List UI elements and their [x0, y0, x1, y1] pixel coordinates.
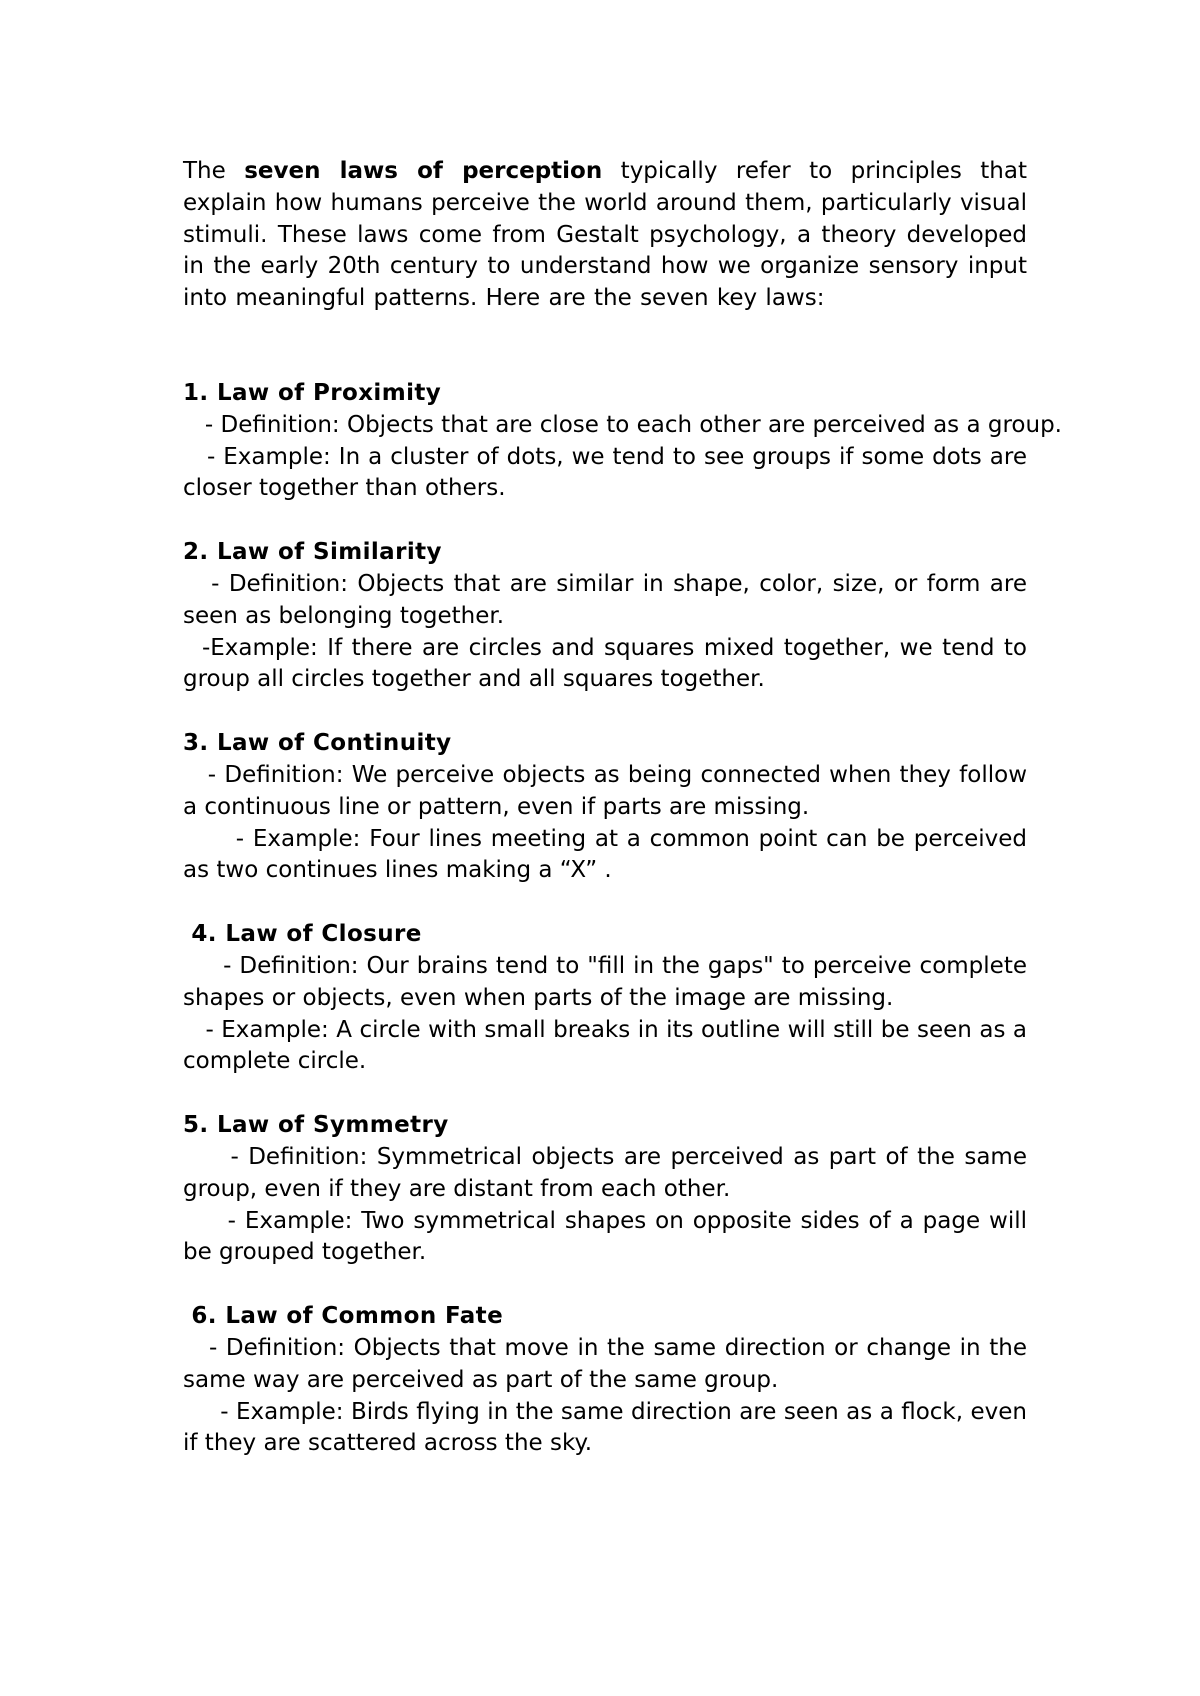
law-definition-text: - Definition: We perceive objects as being connected when they follow a continuous line or pattern, even if parts are missing.	[183, 761, 1035, 820]
law-section-4	[183, 919, 1035, 1078]
law-example	[183, 442, 1035, 506]
law-definition	[183, 1333, 1035, 1397]
law-section-5	[183, 1110, 1035, 1269]
law-section-3	[183, 728, 1035, 887]
law-example	[183, 1015, 1035, 1079]
law-definition-text: - Definition: Objects that are close to each other are perceived as a group.	[183, 411, 1062, 438]
law-definition-text: - Definition: Objects that are similar in shape, color, size, or form are seen as belonging together.	[183, 570, 1035, 629]
intro-suffix: typically refer to principles that explain how humans perceive the world around them, particularly visual stimuli. These laws come from Gestalt psychology, a theory developed in the early 20th century to understand how we organize sensory input into meaningful patterns. Here are the seven key laws:	[183, 158, 1028, 312]
law-example-text: - Example: Two symmetrical shapes on opposite sides of a page will be grouped together.	[183, 1207, 1035, 1266]
law-definition	[183, 410, 1062, 442]
law-example	[183, 1397, 1035, 1461]
law-heading: 2. Law of Similarity	[183, 539, 442, 566]
law-heading: 4. Law of Closure	[183, 921, 422, 948]
intro-paragraph	[183, 156, 1027, 315]
law-heading: 3. Law of Continuity	[183, 730, 452, 757]
law-section-2	[183, 537, 1035, 696]
law-example	[183, 1206, 1035, 1270]
law-heading: 6. Law of Common Fate	[183, 1303, 504, 1330]
law-example	[183, 633, 1035, 697]
intro-bold-term: seven laws of perception	[244, 158, 603, 184]
law-example-text: -Example: If there are circles and squares mixed together, we tend to group all circles together and all squares together.	[183, 634, 1035, 693]
law-example-text: - Example: Four lines meeting at a common point can be perceived as two continues lines making a “X” .	[183, 825, 1035, 884]
law-section-6	[183, 1301, 1035, 1460]
law-definition-text: - Definition: Our brains tend to "fill in the gaps" to perceive complete shapes or objects, even when parts of the image are missing.	[183, 952, 1035, 1011]
law-definition	[183, 951, 1035, 1015]
intro-prefix: The	[183, 158, 245, 184]
law-heading: 5. Law of Symmetry	[183, 1112, 449, 1139]
law-definition-text: - Definition: Symmetrical objects are perceived as part of the same group, even if they are distant from each other.	[183, 1143, 1035, 1202]
law-section-1	[183, 378, 1062, 505]
law-example-text: - Example: Birds flying in the same direction are seen as a flock, even if they are scattered across the sky.	[183, 1398, 1035, 1457]
law-definition	[183, 760, 1035, 824]
law-example-text: - Example: In a cluster of dots, we tend to see groups if some dots are closer together than others.	[183, 443, 1035, 502]
law-definition	[183, 569, 1035, 633]
law-definition	[183, 1142, 1035, 1206]
law-heading: 1. Law of Proximity	[183, 379, 442, 406]
law-definition-text: - Definition: Objects that move in the same direction or change in the same way are perceived as part of the same group.	[183, 1334, 1035, 1393]
law-example	[183, 824, 1035, 888]
law-example-text: - Example: A circle with small breaks in its outline will still be seen as a complete circle.	[183, 1016, 1035, 1075]
document-body	[183, 156, 1062, 1460]
